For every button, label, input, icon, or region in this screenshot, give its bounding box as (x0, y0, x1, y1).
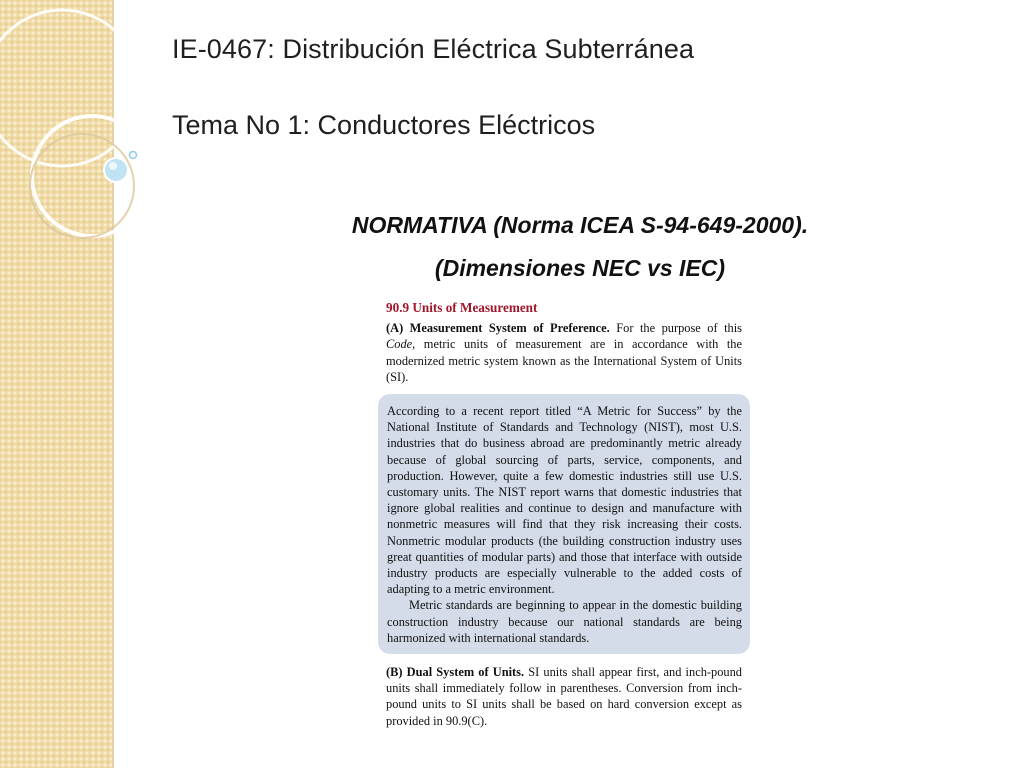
commentary-box (378, 394, 750, 654)
paragraph-b-text: SI units shall appear first, and inch-pound units shall immediately follow in parentheses. Conversion from inch-pound units to SI units shall be based on hard conversion except as provided in 90.9(C). (386, 665, 742, 728)
paragraph-b (386, 664, 750, 729)
nec-excerpt (378, 300, 750, 729)
paragraph-a-label: (A) Measurement System of Preference. (386, 321, 610, 336)
paragraph-a-text-2: , metric units of measurement are in accordance with the modernized metric system known as the International System of Units (SI). (386, 337, 742, 384)
commentary-paragraph-1: According to a recent report titled “A Metric for Success” by the National Institute of Standards and Technology (NIST), most U.S. industries that do business abroad are predominantly metric already because of global sourcing of parts, service, components, and production. However, quite a few domestic industries still use U.S. customary units. The NIST report warns that domestic industries that ignore global realities and continue to design and manufacture with nonmetric measures will find that they risk increasing their costs. Nonmetric modular products (the building construction industry uses great quantities of modular parts) and those that interface with outside industry products are especially vulnerable to the added costs of adapting to a metric environment. (387, 404, 742, 597)
course-title: IE-0467: Distribución Eléctrica Subterránea (172, 34, 695, 64)
subheading-normativa: NORMATIVA (Norma ICEA S-94-649-2000). (351, 212, 809, 238)
topic-title: Tema No 1: Conductores Eléctricos (172, 110, 596, 140)
paragraph-a-text-1: For the purpose of this (609, 321, 742, 336)
section-title: 90.9 Units of Measurement (386, 300, 538, 315)
paragraph-a-code: Code (386, 337, 413, 352)
decorative-rings (0, 0, 160, 300)
paragraph-a (386, 320, 750, 385)
subheading-dimensions: (Dimensiones NEC vs IEC) (434, 255, 726, 281)
paragraph-b-label: (B) Dual System of Units. (386, 665, 525, 680)
commentary-paragraph-2: Metric standards are beginning to appear in the domestic building construction industry because our national standards are being harmonized with international standards. (387, 598, 742, 645)
